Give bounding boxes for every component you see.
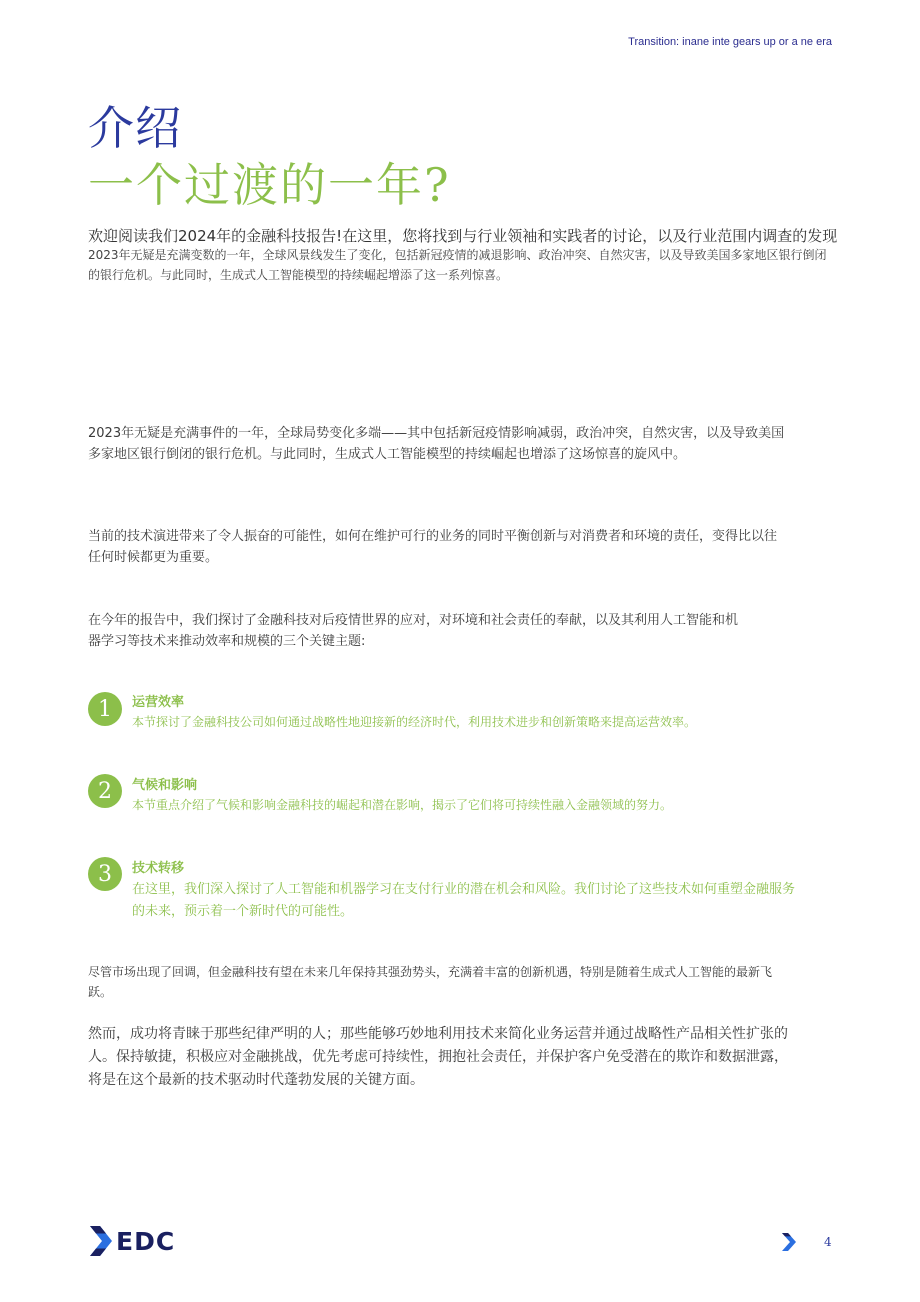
page-number: 4	[824, 1235, 832, 1249]
body-paragraph-2: 当前的技术演进带来了令人振奋的可能性，如何在维护可行的业务的同时平衡创新与对消费者和环境的责任，变得比以往任何时候都更为重要。	[88, 529, 778, 565]
body-paragraph-1: 2023年无疑是充满事件的一年，全球局势变化多端——其中包括新冠疫情影响减弱，政治冲突，自然灾害，以及导致美国多家地区银行倒闭的银行危机。与此同时，生成式人工智能模型的持续崛起也增添了这场惊喜的旋风中。	[88, 426, 785, 462]
theme-number-badge: 1	[88, 692, 122, 726]
body-paragraph-3: 在今年的报告中，我们探讨了金融科技对后疫情世界的应对，对环境和社会责任的奉献，以及其利用人工智能和机器学习等技术来推动效率和规模的三个关键主题:	[88, 613, 739, 649]
theme-title: 气候和影响	[132, 778, 198, 793]
page-subtitle: 一个过渡的一年?	[88, 158, 451, 212]
edc-logo-mark-icon	[88, 1226, 112, 1256]
edc-logo	[88, 1226, 175, 1256]
theme-number-badge: 2	[88, 774, 122, 808]
theme-title: 运营效率	[132, 695, 185, 710]
body-paragraph-4: 尽管市场出现了回调，但金融科技有望在未来几年保持其强劲势头，充满着丰富的创新机遇，特别是随着生成式人工智能的最新飞跃。	[88, 965, 773, 999]
theme-description: 本节重点介绍了气候和影响金融科技的崛起和潜在影响，揭示了它们将可持续性融入金融领域的努力。	[132, 798, 673, 812]
logo-wordmark: EDC	[116, 1226, 176, 1256]
running-header: Transition: inane inte gears up or a ne era	[628, 36, 832, 48]
theme-title: 技术转移	[132, 861, 185, 876]
theme-description: 在这里，我们深入探讨了人工智能和机器学习在支付行业的潜在机会和风险。我们讨论了这些技术如何重塑金融服务的未来，预示着一个新时代的可能性。	[132, 882, 796, 919]
chevron-right-icon[interactable]	[782, 1233, 796, 1255]
intro-lead: 2023年无疑是充满变数的一年，全球风景线发生了变化，包括新冠疫情的减退影响、政治冲突、自然灾害，以及导致美国多家地区银行倒闭的银行危机。与此同时，生成式人工智能模型的持续崛起增添了这一系列惊喜。	[88, 248, 827, 282]
intro-overflow-line: 欢迎阅读我们2024年的金融科技报告!在这里，您将找到与行业领袖和实践者的讨论，以及行业范围内调查的发现	[88, 227, 838, 245]
body-paragraph-5: 然而，成功将青睐于那些纪律严明的人；那些能够巧妙地利用技术来简化业务运营并通过战略性产品相关性扩张的人。保持敏捷，积极应对金融挑战，优先考虑可持续性，拥抱社会责任，并保护客户免受潜在的欺诈和数据泄露，将是在这个最新的技术驱动时代蓬勃发展的关键方面。	[88, 1026, 788, 1088]
theme-description: 本节探讨了金融科技公司如何通过战略性地迎接新的经济时代，利用技术进步和创新策略来提高运营效率。	[132, 715, 697, 729]
page-title: 介绍	[88, 101, 182, 155]
theme-number-badge: 3	[88, 857, 122, 891]
